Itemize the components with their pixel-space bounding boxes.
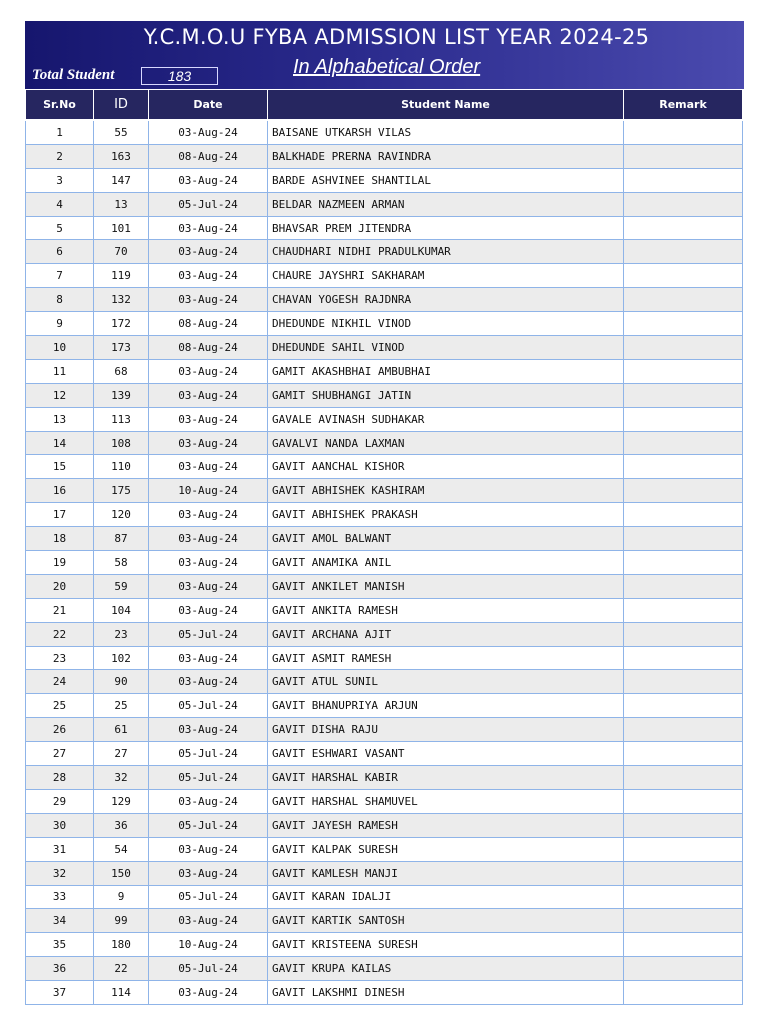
student-name-cell: GAVIT KRUPA KAILAS: [268, 957, 624, 981]
student-name-cell: GAVIT HARSHAL SHAMUVEL: [268, 789, 624, 813]
student-name-cell: GAVIT JAYESH RAMESH: [268, 813, 624, 837]
date-cell: 03-Aug-24: [149, 909, 268, 933]
col-header-id: ID: [94, 90, 149, 121]
date-cell: 08-Aug-24: [149, 144, 268, 168]
page-subtitle: In Alphabetical Order: [293, 56, 481, 78]
student-name-cell: GAVIT ESHWARI VASANT: [268, 742, 624, 766]
student-name-cell: BELDAR NAZMEEN ARMAN: [268, 192, 624, 216]
id-cell: 9: [94, 885, 149, 909]
total-student-label: Total Student: [32, 67, 115, 83]
date-cell: 03-Aug-24: [149, 240, 268, 264]
table-row: [26, 933, 743, 957]
id-cell: 150: [94, 861, 149, 885]
date-cell: 03-Aug-24: [149, 216, 268, 240]
total-student-value: 183: [141, 67, 218, 85]
remark-cell: [624, 766, 743, 790]
date-cell: 05-Jul-24: [149, 192, 268, 216]
sr-no-cell: 10: [26, 336, 94, 360]
student-name-cell: GAVIT BHANUPRIYA ARJUN: [268, 694, 624, 718]
sr-no-cell: 22: [26, 622, 94, 646]
table-row: [26, 216, 743, 240]
id-cell: 108: [94, 431, 149, 455]
id-cell: 139: [94, 383, 149, 407]
remark-cell: [624, 670, 743, 694]
student-name-cell: CHAVAN YOGESH RAJDNRA: [268, 288, 624, 312]
sr-no-cell: 26: [26, 718, 94, 742]
sr-no-cell: 11: [26, 359, 94, 383]
student-name-cell: BARDE ASHVINEE SHANTILAL: [268, 168, 624, 192]
id-cell: 175: [94, 479, 149, 503]
col-header-remark: Remark: [624, 90, 743, 121]
table-row: [26, 598, 743, 622]
remark-cell: [624, 551, 743, 575]
sr-no-cell: 4: [26, 192, 94, 216]
student-name-cell: GAVIT AANCHAL KISHOR: [268, 455, 624, 479]
sr-no-cell: 33: [26, 885, 94, 909]
sr-no-cell: 13: [26, 407, 94, 431]
table-row: [26, 383, 743, 407]
student-name-cell: GAMIT SHUBHANGI JATIN: [268, 383, 624, 407]
table-row: [26, 909, 743, 933]
id-cell: 163: [94, 144, 149, 168]
remark-cell: [624, 455, 743, 479]
date-cell: 03-Aug-24: [149, 383, 268, 407]
sr-no-cell: 37: [26, 981, 94, 1005]
date-cell: 03-Aug-24: [149, 264, 268, 288]
id-cell: 36: [94, 813, 149, 837]
id-cell: 113: [94, 407, 149, 431]
student-name-cell: GAVIT ANKILET MANISH: [268, 574, 624, 598]
admission-table: [25, 89, 743, 1005]
remark-cell: [624, 312, 743, 336]
remark-cell: [624, 168, 743, 192]
date-cell: 05-Jul-24: [149, 766, 268, 790]
date-cell: 03-Aug-24: [149, 407, 268, 431]
sr-no-cell: 5: [26, 216, 94, 240]
table-row: [26, 837, 743, 861]
date-cell: 05-Jul-24: [149, 622, 268, 646]
table-row: [26, 646, 743, 670]
student-name-cell: GAVALE AVINASH SUDHAKAR: [268, 407, 624, 431]
student-name-cell: DHEDUNDE NIKHIL VINOD: [268, 312, 624, 336]
student-name-cell: GAVIT ABHISHEK PRAKASH: [268, 503, 624, 527]
id-cell: 68: [94, 359, 149, 383]
remark-cell: [624, 622, 743, 646]
remark-cell: [624, 957, 743, 981]
remark-cell: [624, 718, 743, 742]
date-cell: 03-Aug-24: [149, 574, 268, 598]
sr-no-cell: 24: [26, 670, 94, 694]
remark-cell: [624, 240, 743, 264]
student-name-cell: GAVIT KARTIK SANTOSH: [268, 909, 624, 933]
sr-no-cell: 17: [26, 503, 94, 527]
id-cell: 132: [94, 288, 149, 312]
sr-no-cell: 34: [26, 909, 94, 933]
id-cell: 173: [94, 336, 149, 360]
date-cell: 03-Aug-24: [149, 551, 268, 575]
table-row: [26, 885, 743, 909]
student-name-cell: GAVIT ASMIT RAMESH: [268, 646, 624, 670]
date-cell: 03-Aug-24: [149, 981, 268, 1005]
id-cell: 104: [94, 598, 149, 622]
student-name-cell: GAVIT ABHISHEK KASHIRAM: [268, 479, 624, 503]
table-row: [26, 622, 743, 646]
remark-cell: [624, 837, 743, 861]
table-row: [26, 312, 743, 336]
student-name-cell: GAVIT KARAN IDALJI: [268, 885, 624, 909]
id-cell: 27: [94, 742, 149, 766]
sr-no-cell: 7: [26, 264, 94, 288]
remark-cell: [624, 216, 743, 240]
remark-cell: [624, 885, 743, 909]
date-cell: 08-Aug-24: [149, 336, 268, 360]
id-cell: 129: [94, 789, 149, 813]
student-name-cell: GAVIT ARCHANA AJIT: [268, 622, 624, 646]
table-row: [26, 813, 743, 837]
remark-cell: [624, 981, 743, 1005]
table-row: [26, 503, 743, 527]
sr-no-cell: 6: [26, 240, 94, 264]
id-cell: 70: [94, 240, 149, 264]
student-name-cell: DHEDUNDE SAHIL VINOD: [268, 336, 624, 360]
id-cell: 120: [94, 503, 149, 527]
date-cell: 03-Aug-24: [149, 168, 268, 192]
remark-cell: [624, 861, 743, 885]
remark-cell: [624, 646, 743, 670]
header-row: [26, 90, 743, 121]
student-name-cell: CHAUDHARI NIDHI PRADULKUMAR: [268, 240, 624, 264]
table-row: [26, 861, 743, 885]
table-row: [26, 718, 743, 742]
remark-cell: [624, 598, 743, 622]
sr-no-cell: 35: [26, 933, 94, 957]
table-row: [26, 455, 743, 479]
table-row: [26, 957, 743, 981]
remark-cell: [624, 742, 743, 766]
sr-no-cell: 2: [26, 144, 94, 168]
id-cell: 101: [94, 216, 149, 240]
sr-no-cell: 36: [26, 957, 94, 981]
table-row: [26, 742, 743, 766]
id-cell: 55: [94, 120, 149, 144]
sr-no-cell: 15: [26, 455, 94, 479]
col-header-date: Date: [149, 90, 268, 121]
remark-cell: [624, 336, 743, 360]
col-header-srno: Sr.No: [26, 90, 94, 121]
date-cell: 03-Aug-24: [149, 646, 268, 670]
id-cell: 23: [94, 622, 149, 646]
remark-cell: [624, 503, 743, 527]
date-cell: 03-Aug-24: [149, 861, 268, 885]
sr-no-cell: 28: [26, 766, 94, 790]
remark-cell: [624, 407, 743, 431]
table-row: [26, 479, 743, 503]
student-name-cell: BALKHADE PRERNA RAVINDRA: [268, 144, 624, 168]
table-row: [26, 670, 743, 694]
date-cell: 03-Aug-24: [149, 431, 268, 455]
id-cell: 147: [94, 168, 149, 192]
table-row: [26, 407, 743, 431]
remark-cell: [624, 574, 743, 598]
student-name-cell: GAVIT KRISTEENA SURESH: [268, 933, 624, 957]
student-name-cell: GAVIT DISHA RAJU: [268, 718, 624, 742]
date-cell: 03-Aug-24: [149, 837, 268, 861]
table-row: [26, 192, 743, 216]
id-cell: 58: [94, 551, 149, 575]
table-row: [26, 431, 743, 455]
table-row: [26, 359, 743, 383]
remark-cell: [624, 933, 743, 957]
sr-no-cell: 30: [26, 813, 94, 837]
id-cell: 172: [94, 312, 149, 336]
sr-no-cell: 8: [26, 288, 94, 312]
date-cell: 10-Aug-24: [149, 479, 268, 503]
id-cell: 32: [94, 766, 149, 790]
remark-cell: [624, 144, 743, 168]
student-name-cell: GAVIT KALPAK SURESH: [268, 837, 624, 861]
date-cell: 03-Aug-24: [149, 120, 268, 144]
date-cell: 03-Aug-24: [149, 503, 268, 527]
student-name-cell: GAVIT ANKITA RAMESH: [268, 598, 624, 622]
date-cell: 03-Aug-24: [149, 527, 268, 551]
remark-cell: [624, 789, 743, 813]
id-cell: 114: [94, 981, 149, 1005]
date-cell: 03-Aug-24: [149, 718, 268, 742]
remark-cell: [624, 359, 743, 383]
date-cell: 05-Jul-24: [149, 813, 268, 837]
table-row: [26, 144, 743, 168]
sr-no-cell: 32: [26, 861, 94, 885]
sr-no-cell: 31: [26, 837, 94, 861]
sr-no-cell: 9: [26, 312, 94, 336]
table-row: [26, 789, 743, 813]
date-cell: 10-Aug-24: [149, 933, 268, 957]
table-header: [26, 90, 743, 121]
table-row: [26, 120, 743, 144]
table-row: [26, 168, 743, 192]
table-row: [26, 694, 743, 718]
id-cell: 110: [94, 455, 149, 479]
date-cell: 08-Aug-24: [149, 312, 268, 336]
sr-no-cell: 27: [26, 742, 94, 766]
student-name-cell: GAMIT AKASHBHAI AMBUBHAI: [268, 359, 624, 383]
student-name-cell: GAVIT AMOL BALWANT: [268, 527, 624, 551]
table-row: [26, 574, 743, 598]
table-row: [26, 527, 743, 551]
sr-no-cell: 20: [26, 574, 94, 598]
sr-no-cell: 21: [26, 598, 94, 622]
sr-no-cell: 29: [26, 789, 94, 813]
sr-no-cell: 16: [26, 479, 94, 503]
date-cell: 05-Jul-24: [149, 694, 268, 718]
sr-no-cell: 14: [26, 431, 94, 455]
col-header-student-name: Student Name: [268, 90, 624, 121]
table-row: [26, 288, 743, 312]
remark-cell: [624, 813, 743, 837]
date-cell: 03-Aug-24: [149, 789, 268, 813]
table-row: [26, 264, 743, 288]
student-name-cell: BAISANE UTKARSH VILAS: [268, 120, 624, 144]
remark-cell: [624, 120, 743, 144]
date-cell: 03-Aug-24: [149, 598, 268, 622]
student-name-cell: GAVIT ANAMIKA ANIL: [268, 551, 624, 575]
id-cell: 59: [94, 574, 149, 598]
date-cell: 03-Aug-24: [149, 670, 268, 694]
id-cell: 180: [94, 933, 149, 957]
date-cell: 03-Aug-24: [149, 359, 268, 383]
id-cell: 61: [94, 718, 149, 742]
id-cell: 25: [94, 694, 149, 718]
student-name-cell: GAVIT KAMLESH MANJI: [268, 861, 624, 885]
sr-no-cell: 18: [26, 527, 94, 551]
student-name-cell: CHAURE JAYSHRI SAKHARAM: [268, 264, 624, 288]
id-cell: 102: [94, 646, 149, 670]
title-banner: [25, 21, 744, 89]
date-cell: 03-Aug-24: [149, 455, 268, 479]
remark-cell: [624, 192, 743, 216]
remark-cell: [624, 479, 743, 503]
sr-no-cell: 12: [26, 383, 94, 407]
sr-no-cell: 3: [26, 168, 94, 192]
sr-no-cell: 1: [26, 120, 94, 144]
remark-cell: [624, 264, 743, 288]
remark-cell: [624, 527, 743, 551]
remark-cell: [624, 909, 743, 933]
id-cell: 90: [94, 670, 149, 694]
id-cell: 22: [94, 957, 149, 981]
table-row: [26, 981, 743, 1005]
table-body: [26, 120, 743, 1004]
remark-cell: [624, 383, 743, 407]
remark-cell: [624, 694, 743, 718]
table-row: [26, 240, 743, 264]
date-cell: 03-Aug-24: [149, 288, 268, 312]
date-cell: 05-Jul-24: [149, 885, 268, 909]
student-name-cell: BHAVSAR PREM JITENDRA: [268, 216, 624, 240]
student-name-cell: GAVIT ATUL SUNIL: [268, 670, 624, 694]
sr-no-cell: 23: [26, 646, 94, 670]
id-cell: 13: [94, 192, 149, 216]
student-name-cell: GAVALVI NANDA LAXMAN: [268, 431, 624, 455]
table-row: [26, 551, 743, 575]
id-cell: 54: [94, 837, 149, 861]
date-cell: 05-Jul-24: [149, 742, 268, 766]
student-name-cell: GAVIT LAKSHMI DINESH: [268, 981, 624, 1005]
table-row: [26, 766, 743, 790]
sr-no-cell: 19: [26, 551, 94, 575]
student-name-cell: GAVIT HARSHAL KABIR: [268, 766, 624, 790]
id-cell: 119: [94, 264, 149, 288]
date-cell: 05-Jul-24: [149, 957, 268, 981]
id-cell: 87: [94, 527, 149, 551]
id-cell: 99: [94, 909, 149, 933]
remark-cell: [624, 431, 743, 455]
table-row: [26, 336, 743, 360]
remark-cell: [624, 288, 743, 312]
page-title: Y.C.M.O.U FYBA ADMISSION LIST YEAR 2024-25: [143, 25, 650, 49]
sr-no-cell: 25: [26, 694, 94, 718]
